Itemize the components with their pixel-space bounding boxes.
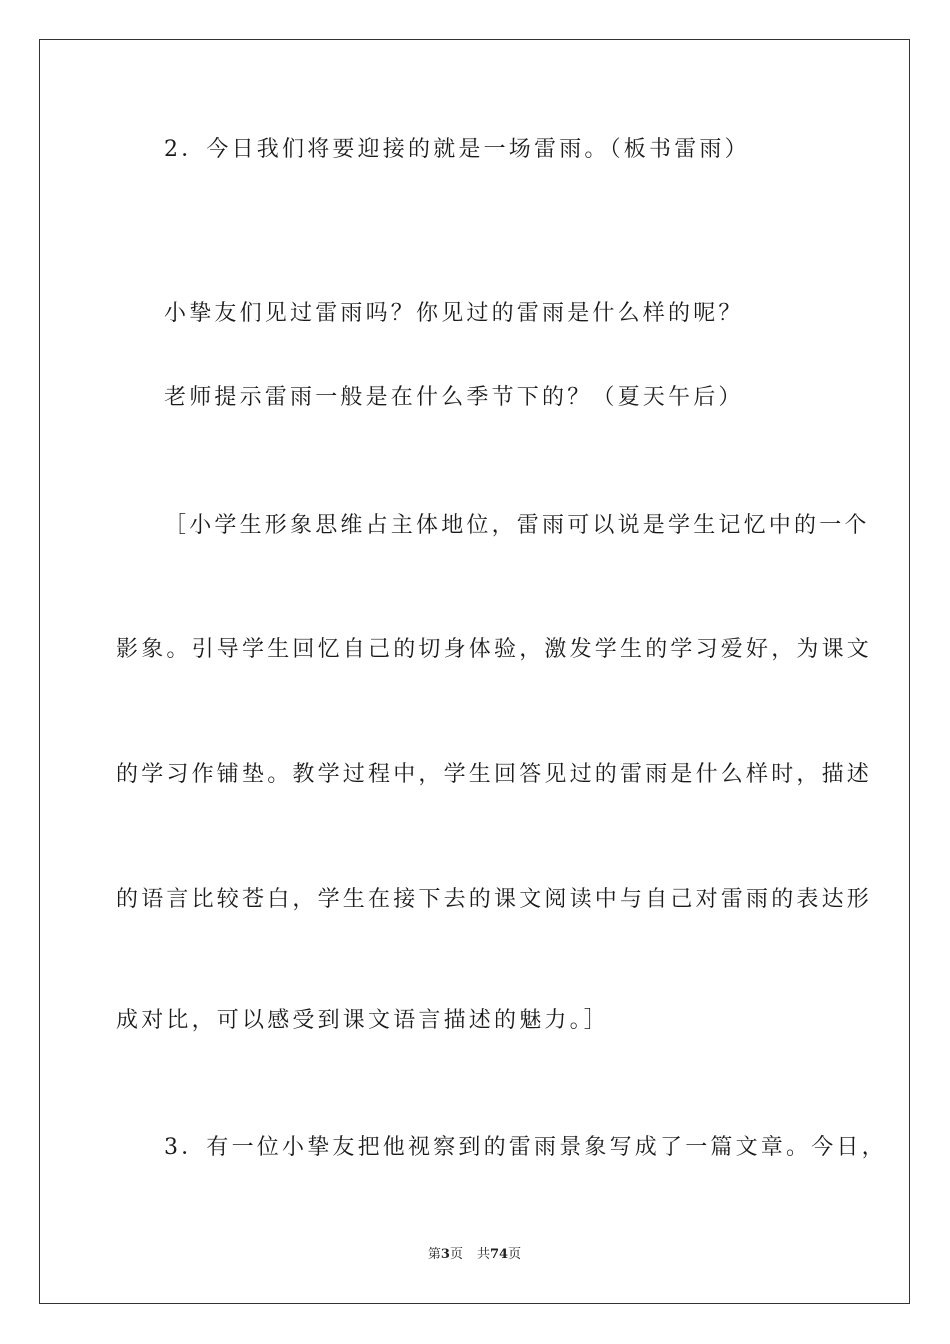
page-current: 3	[440, 1247, 450, 1262]
page-prefix: 第	[427, 1247, 441, 1262]
page-frame	[39, 39, 910, 1304]
page-suffix: 页	[449, 1247, 463, 1262]
paragraph-line-5: 影象。引导学生回忆自己的切身体验，激发学生的学习爱好，为课文	[116, 637, 873, 662]
paragraph-line-6: 的学习作铺垫。教学过程中，学生回答见过的雷雨是什么样时，描述	[116, 762, 873, 787]
total-suffix: 页	[508, 1247, 522, 1262]
paragraph-line-9: 3．有一位小挚友把他视察到的雷雨景象写成了一篇文章。今日，	[164, 1135, 887, 1160]
paragraph-line-4: ［小学生形象思维占主体地位，雷雨可以说是学生记忆中的一个	[164, 513, 870, 538]
page-footer	[40, 1246, 909, 1264]
total-prefix: 共	[476, 1247, 490, 1262]
paragraph-line-7: 的语言比较苍白，学生在接下去的课文阅读中与自己对雷雨的表达形	[116, 887, 873, 912]
paragraph-line-8: 成对比，可以感受到课文语言描述的魅力。］	[116, 1008, 610, 1033]
paragraph-line-3: 老师提示雷雨一般是在什么季节下的？（夏天午后）	[164, 385, 744, 410]
paragraph-line-1: 2．今日我们将要迎接的就是一场雷雨。（板书雷雨）	[164, 137, 750, 162]
paragraph-line-2: 小挚友们见过雷雨吗？你见过的雷雨是什么样的呢？	[164, 301, 744, 326]
page-total: 74	[489, 1247, 509, 1262]
